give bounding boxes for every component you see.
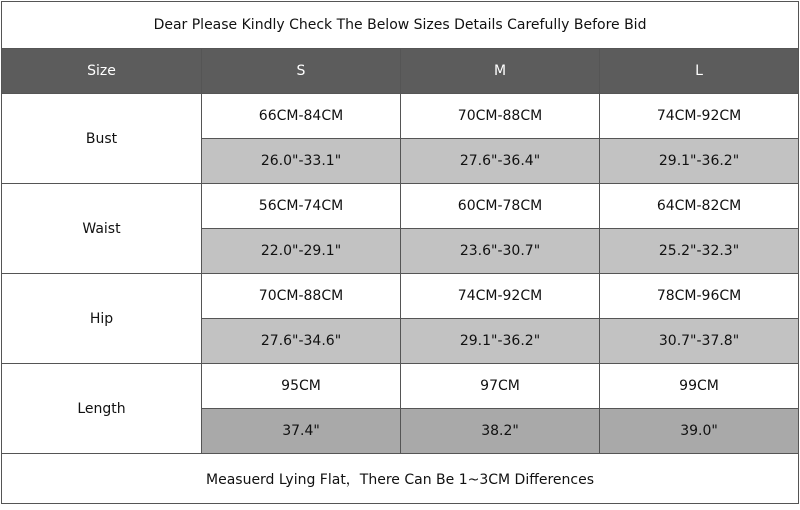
title-row (2, 2, 799, 49)
bust-inch-s: 26.0"-33.1" (202, 139, 401, 184)
waist-label: Waist (2, 184, 202, 274)
hip-cm-m: 74CM-92CM (401, 274, 600, 319)
chart-title: Dear Please Kindly Check The Below Sizes Details Carefully Before Bid (2, 2, 799, 49)
hip-cm-s: 70CM-88CM (202, 274, 401, 319)
waist-cm-row (2, 184, 799, 229)
footer-note: Measuerd Lying Flat，There Can Be 1~3CM Differences (2, 454, 799, 504)
length-inch-s: 37.4" (202, 409, 401, 454)
length-cm-l: 99CM (600, 364, 799, 409)
length-inch-l: 39.0" (600, 409, 799, 454)
length-label: Length (2, 364, 202, 454)
bust-cm-m: 70CM-88CM (401, 94, 600, 139)
bust-cm-row (2, 94, 799, 139)
header-row (2, 49, 799, 94)
waist-cm-s: 56CM-74CM (202, 184, 401, 229)
waist-cm-m: 60CM-78CM (401, 184, 600, 229)
bust-cm-s: 66CM-84CM (202, 94, 401, 139)
header-size-m: M (401, 49, 600, 94)
length-cm-row (2, 364, 799, 409)
footer-row (2, 454, 799, 504)
hip-cm-l: 78CM-96CM (600, 274, 799, 319)
hip-inch-l: 30.7"-37.8" (600, 319, 799, 364)
hip-label: Hip (2, 274, 202, 364)
waist-cm-l: 64CM-82CM (600, 184, 799, 229)
length-cm-m: 97CM (401, 364, 600, 409)
bust-label: Bust (2, 94, 202, 184)
header-size-l: L (600, 49, 799, 94)
header-size-s: S (202, 49, 401, 94)
bust-cm-l: 74CM-92CM (600, 94, 799, 139)
length-cm-s: 95CM (202, 364, 401, 409)
waist-inch-s: 22.0"-29.1" (202, 229, 401, 274)
hip-inch-s: 27.6"-34.6" (202, 319, 401, 364)
waist-inch-m: 23.6"-30.7" (401, 229, 600, 274)
bust-inch-m: 27.6"-36.4" (401, 139, 600, 184)
waist-inch-l: 25.2"-32.3" (600, 229, 799, 274)
size-chart-table (1, 1, 799, 504)
bust-inch-l: 29.1"-36.2" (600, 139, 799, 184)
length-inch-m: 38.2" (401, 409, 600, 454)
header-size-label: Size (2, 49, 202, 94)
hip-cm-row (2, 274, 799, 319)
hip-inch-m: 29.1"-36.2" (401, 319, 600, 364)
